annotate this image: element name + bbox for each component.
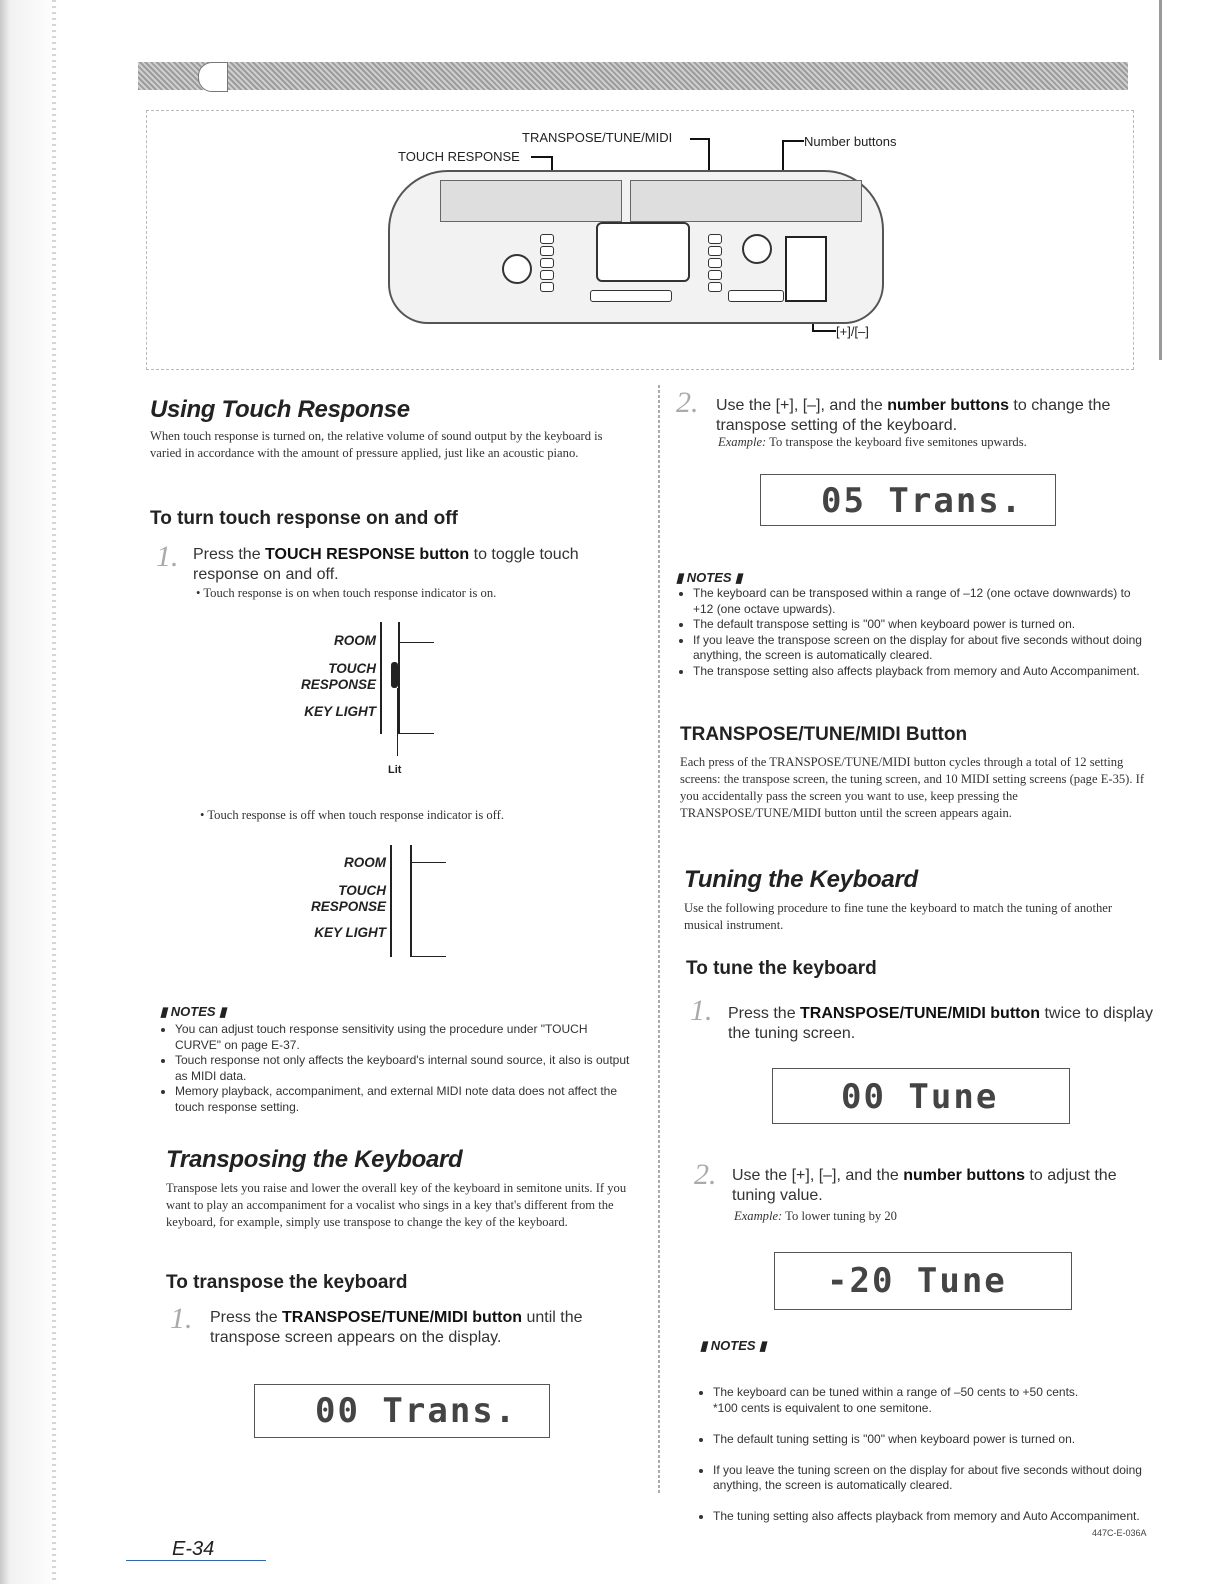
touch-off-bullet: • Touch response is off when touch response indicator is off. (200, 808, 504, 822)
transpose-lcd-00: 00 Trans. (254, 1384, 550, 1438)
touch-response-title: Using Touch Response (150, 396, 410, 423)
column-divider (658, 385, 660, 1495)
transpose-note: • The keyboard can be transposed within a range of –12 (one octave downwards) to +12 (one octave upwards). (693, 586, 1144, 617)
touch-note: • Memory playback, accompaniment, and external MIDI note data does not affect the touch response setting. (175, 1084, 630, 1115)
scan-margin (0, 0, 60, 1584)
tune-step-1-number: 1. (690, 994, 713, 1027)
transpose-step-2-number: 2. (676, 386, 699, 419)
tune-step-2: Use the [+], [–], and the number buttons to adjust the tuning value. (732, 1167, 1117, 1204)
page-number: E-34 (172, 1538, 215, 1560)
transpose-subheading: To transpose the keyboard (166, 1272, 408, 1293)
touch-notes (160, 1022, 630, 1115)
tune-notes-title: ▮ NOTES ▮ (700, 1338, 767, 1353)
transpose-lcd-05: 05 Trans. (760, 474, 1056, 526)
footer-rule (126, 1560, 266, 1561)
tune-subheading: To tune the keyboard (686, 958, 877, 979)
tune-lcd-00: 00 Tune (772, 1068, 1070, 1124)
document-code: 447C-E-036A (1092, 1528, 1147, 1538)
touch-subheading: To turn touch response on and off (150, 508, 458, 529)
touch-notes-title: ▮ NOTES ▮ (160, 1004, 227, 1019)
tuning-title: Tuning the Keyboard (684, 866, 918, 893)
indicator-touch-label: TOUCH (338, 883, 386, 898)
transpose-callout: TRANSPOSE/TUNE/MIDI (522, 130, 673, 145)
tune-lcd-minus20: -20 Tune (774, 1252, 1072, 1310)
scan-edge (1159, 0, 1162, 360)
transposing-intro: Transpose lets you raise and lower the overall key of the keyboard in semitone units. If you want to play an accompaniment for a vocalist who sings in a key that's different from the keyboard, for example, simply use transpose to change the key of the keyboard. (166, 1181, 627, 1229)
indicator-keylight-label: KEY LIGHT (304, 704, 376, 719)
number-buttons-callout: Number buttons (804, 134, 897, 149)
touch-indicator-lit (391, 662, 398, 688)
tune-step-1: Press the TRANSPOSE/TUNE/MIDI button twice to display the tuning screen. (728, 1005, 1153, 1042)
tune-note: • If you leave the tuning screen on the display for about five seconds without doing anything, the screen is automatically cleared. (713, 1463, 1162, 1494)
touch-response-callout: TOUCH RESPONSE (398, 149, 520, 164)
transpose-notes-title: ▮ NOTES ▮ (676, 570, 743, 585)
touch-on-bullet: • Touch response is on when touch response indicator is on. (196, 586, 497, 600)
tune-step-2-number: 2. (694, 1158, 717, 1191)
transpose-button-text: Each press of the TRANSPOSE/TUNE/MIDI button cycles through a total of 12 setting screens: the transpose screen, the tuning screen, and 10 MIDI setting screens (page E-35). If you accidentally pass the screen you want to use, keep pressing the TRANSPOSE/TUNE/MIDI button until the screen appears again. (680, 755, 1145, 820)
indicator-room-label: ROOM (344, 855, 386, 870)
transpose-note: • If you leave the transpose screen on the display for about five seconds without doing anything, the screen is automatically cleared. (693, 633, 1144, 664)
indicator-keylight-label: KEY LIGHT (314, 925, 386, 940)
transpose-note: • The default transpose setting is "00" when keyboard power is turned on. (693, 617, 1144, 633)
indicator-touch-label: TOUCH (328, 661, 376, 676)
touch-response-intro: When touch response is turned on, the relative volume of sound output by the keyboard is varied in accordance with the amount of pressure applied, just like an acoustic piano. (150, 429, 603, 460)
transpose-button-title: TRANSPOSE/TUNE/MIDI Button (680, 724, 968, 745)
transpose-step-1-number: 1. (170, 1302, 193, 1335)
keyboard-panel-illustration (388, 170, 884, 324)
lit-label: Lit (388, 764, 402, 776)
transpose-step-1: Press the TRANSPOSE/TUNE/MIDI button until the transpose screen appears on the display. (210, 1309, 583, 1346)
tune-example: Example: To lower tuning by 20 (734, 1209, 897, 1223)
tuning-intro: Use the following procedure to fine tune the keyboard to match the tuning of another musical instrument. (684, 901, 1113, 932)
indicator-room-label: ROOM (334, 633, 376, 648)
tune-note: • The keyboard can be tuned within a range of –50 cents to +50 cents. *100 cents is equivalent to one semitone. (713, 1385, 1162, 1416)
touch-note: • Touch response not only affects the keyboard's internal sound source, it also is output as MIDI data. (175, 1053, 630, 1084)
indicator-response-label: RESPONSE (310, 899, 386, 914)
touch-note: • You can adjust touch response sensitivity using the procedure under "TOUCH CURVE" on page E-37. (175, 1022, 630, 1053)
tune-notes (698, 1354, 1162, 1556)
indicator-response-label: RESPONSE (300, 677, 376, 692)
plus-minus-callout: [+]/[–] (836, 324, 869, 339)
touch-step-1-number: 1. (156, 540, 179, 573)
header-band (138, 62, 1128, 90)
tune-note: • The default tuning setting is "00" when keyboard power is turned on. (713, 1432, 1162, 1448)
transpose-step-2: Use the [+], [–], and the number buttons to change the transpose setting of the keyboard. (716, 397, 1111, 434)
transposing-title: Transposing the Keyboard (166, 1146, 463, 1173)
tune-note: • The tuning setting also affects playback from memory and Auto Accompaniment. (713, 1509, 1162, 1525)
transpose-example: Example: To transpose the keyboard five semitones upwards. (718, 435, 1027, 449)
transpose-note: • The transpose setting also affects playback from memory and Auto Accompaniment. (693, 664, 1144, 680)
transpose-notes (678, 586, 1144, 679)
touch-step-1: Press the TOUCH RESPONSE button to toggle touch response on and off. (193, 546, 579, 583)
